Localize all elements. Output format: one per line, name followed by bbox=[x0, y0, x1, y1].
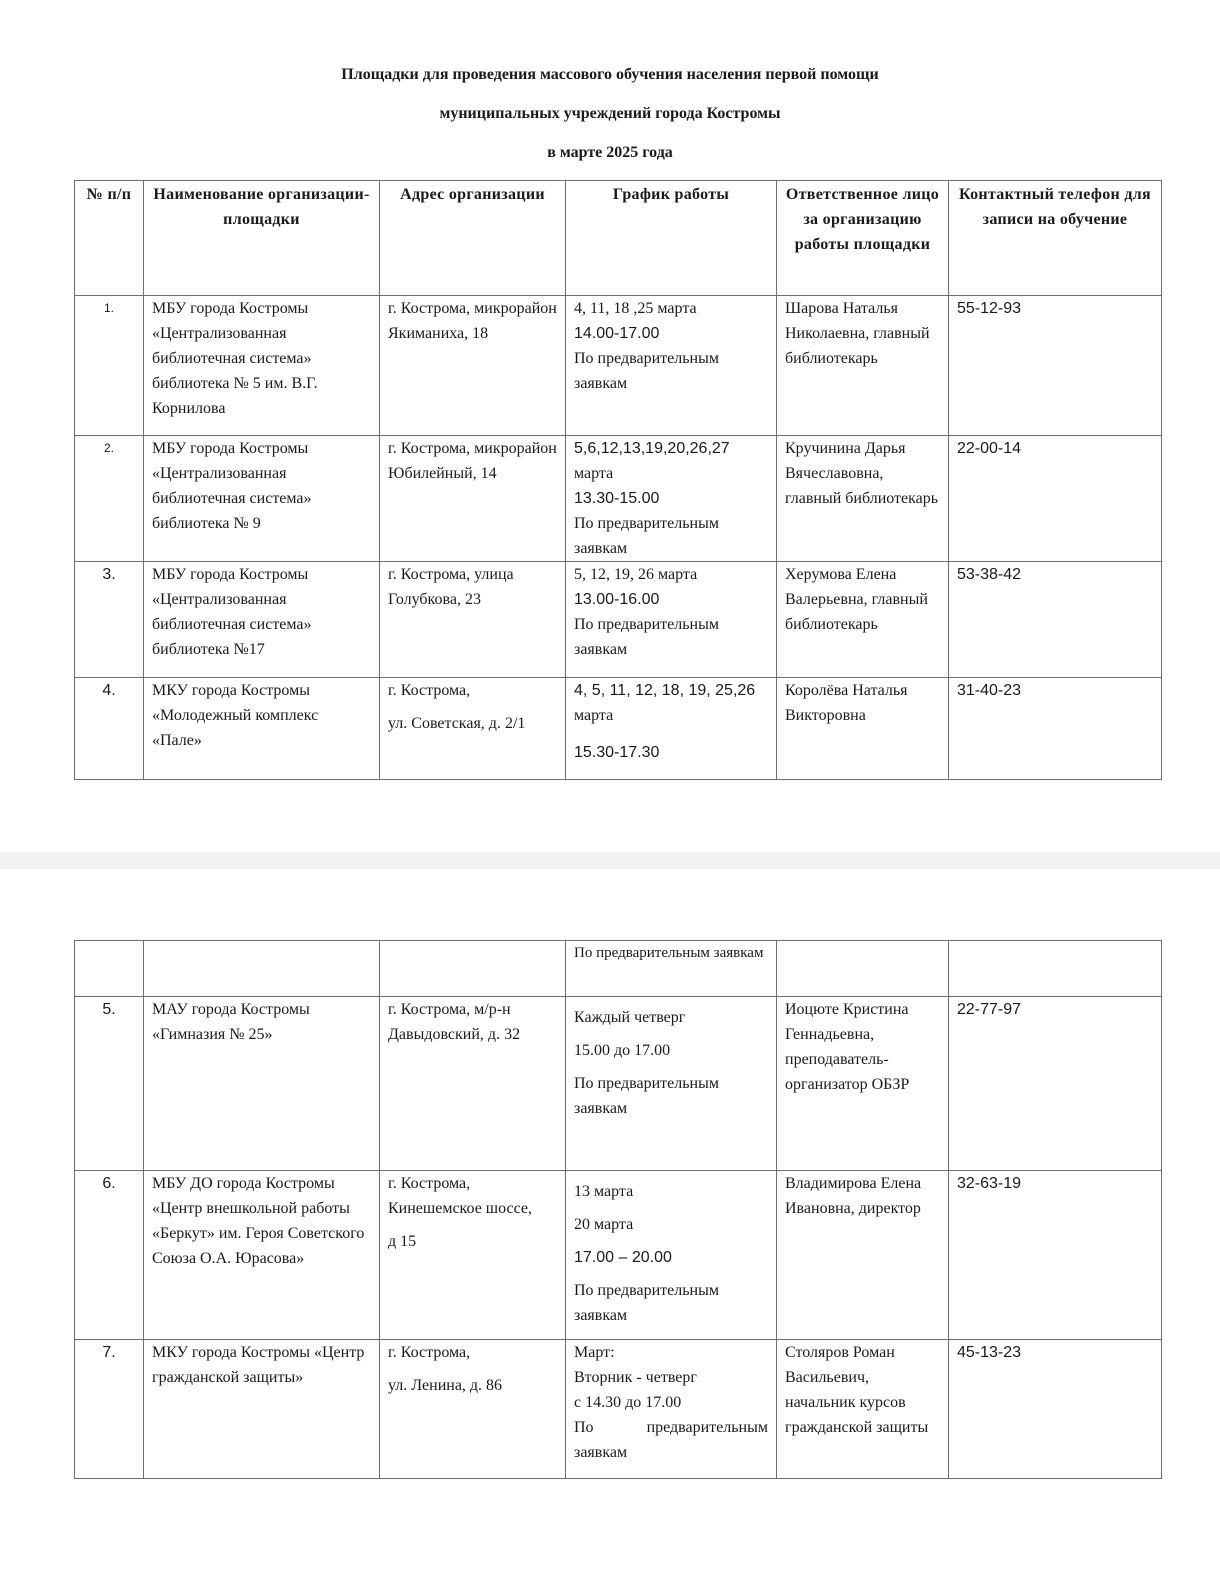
organization-address: г. Кострома, улица Голубкова, 23 bbox=[380, 562, 566, 678]
schedule-note bbox=[574, 1415, 768, 1440]
responsible-person: Королёва Наталья Викторовна bbox=[777, 678, 949, 780]
contact-phone: 22-00-14 bbox=[949, 436, 1162, 562]
schedule-date-2: 20 марта bbox=[574, 1216, 634, 1233]
schedule-dates: 5, 12, 19, 26 марта bbox=[574, 566, 698, 583]
organization-name: МБУ города Костромы «Централизованная библиотечная система» библиотека №17 bbox=[144, 562, 380, 678]
document-title-line-2: муниципальных учреждений города Костромы bbox=[439, 105, 781, 122]
document-title-line-3: в марте 2025 года bbox=[547, 144, 673, 161]
schedule-time: с 14.30 до 17.00 bbox=[574, 1394, 682, 1411]
organization-address: г. Кострома, микрорайон Якиманиха, 18 bbox=[380, 296, 566, 436]
document-title-line-1: Площадки для проведения массового обучения населения первой помощи bbox=[341, 66, 879, 83]
schedule-month: марта bbox=[574, 465, 614, 482]
table-row bbox=[75, 436, 1162, 562]
address-street: ул. Ленина, д. 86 bbox=[388, 1377, 503, 1394]
header-phone: Контактный телефон для записи на обучение bbox=[949, 181, 1162, 296]
schedule-note: По предварительным заявкам bbox=[574, 1075, 719, 1117]
schedule bbox=[566, 562, 777, 678]
row-number: 3. bbox=[75, 562, 144, 678]
schedule-dates: 4, 5, 11, 12, 18, 19, 25,26 bbox=[574, 682, 756, 699]
schedule-date-1: 13 марта bbox=[574, 1183, 634, 1200]
schedule-days: Вторник - четверг bbox=[574, 1369, 697, 1386]
row-number: 7. bbox=[75, 1340, 144, 1479]
schedule-time: 15.00 до 17.00 bbox=[574, 1042, 671, 1059]
responsible-person: Кручинина Дарья Вячеславовна, главный библиотекарь bbox=[777, 436, 949, 562]
organization-name: МАУ города Костромы «Гимназия № 25» bbox=[144, 997, 380, 1171]
address-city: г. Кострома, bbox=[388, 682, 471, 699]
schedule bbox=[566, 296, 777, 436]
table-row bbox=[75, 678, 1162, 780]
organization-address bbox=[380, 1340, 566, 1479]
schedule bbox=[566, 1340, 777, 1479]
table-row bbox=[75, 1340, 1162, 1479]
schedule-dates: Каждый четверг bbox=[574, 1009, 686, 1026]
responsible-person: Владимирова Елена Ивановна, директор bbox=[777, 1171, 949, 1340]
schedule bbox=[566, 1171, 777, 1340]
header-address: Адрес организации bbox=[380, 181, 566, 296]
schedule-month-label: Март: bbox=[574, 1344, 615, 1361]
table-row bbox=[75, 997, 1162, 1171]
schedule bbox=[566, 997, 777, 1171]
page-break bbox=[0, 852, 1220, 869]
row-number: 1. bbox=[75, 296, 144, 436]
schedule-note-end: заявкам bbox=[574, 1444, 628, 1461]
organization-address bbox=[380, 678, 566, 780]
organization-address: г. Кострома, м/р-н Давыдовский, д. 32 bbox=[380, 997, 566, 1171]
contact-phone: 32-63-19 bbox=[949, 1171, 1162, 1340]
organization-name: МБУ города Костромы «Централизованная библиотечная система» библиотека № 5 им. В.Г. Корнилова bbox=[144, 296, 380, 436]
table-row bbox=[75, 296, 1162, 436]
schedule-time: 14.00-17.00 bbox=[574, 325, 660, 342]
schedule-note: По предварительным заявкам bbox=[574, 350, 719, 392]
schedule-note: По предварительным заявкам bbox=[574, 515, 719, 557]
contact-phone: 45-13-23 bbox=[949, 1340, 1162, 1479]
responsible-person: Шарова Наталья Николаевна, главный библиотекарь bbox=[777, 296, 949, 436]
sites-table-part-1 bbox=[74, 180, 1162, 780]
row-number: 5. bbox=[75, 997, 144, 1171]
schedule bbox=[566, 678, 777, 780]
schedule-month: марта bbox=[574, 707, 614, 724]
organization-name: МБУ ДО города Костромы «Центр внешкольной работы «Беркут» им. Героя Советского Союза О.А. Юрасова» bbox=[144, 1171, 380, 1340]
header-schedule: График работы bbox=[566, 181, 777, 296]
table-header-row bbox=[75, 181, 1162, 296]
contact-phone: 55-12-93 bbox=[949, 296, 1162, 436]
schedule-note: По предварительным заявкам bbox=[566, 941, 777, 997]
table-row bbox=[75, 562, 1162, 678]
address-city: г. Кострома, Кинешемское шоссе, bbox=[388, 1175, 533, 1217]
contact-phone: 22-77-97 bbox=[949, 997, 1162, 1171]
row-number: 4. bbox=[75, 678, 144, 780]
schedule-time: 13.30-15.00 bbox=[574, 490, 660, 507]
responsible-person: Херумова Елена Валерьевна, главный библиотекарь bbox=[777, 562, 949, 678]
address-city: г. Кострома, bbox=[388, 1344, 471, 1361]
document-page-2 bbox=[0, 869, 1220, 1571]
address-street: ул. Советская, д. 2/1 bbox=[388, 715, 526, 732]
table-row-continuation bbox=[75, 941, 1162, 997]
contact-phone: 31-40-23 bbox=[949, 678, 1162, 780]
header-responsible: Ответственное лицо за организацию работы площадки bbox=[777, 181, 949, 296]
organization-address: г. Кострома, микрорайон Юбилейный, 14 bbox=[380, 436, 566, 562]
row-number: 2. bbox=[75, 436, 144, 562]
schedule-note: По предварительным заявкам bbox=[574, 1282, 719, 1324]
schedule bbox=[566, 436, 777, 562]
schedule-dates: 4, 11, 18 ,25 марта bbox=[574, 300, 697, 317]
header-num: № п/п bbox=[75, 181, 144, 296]
schedule-note: По предварительным заявкам bbox=[574, 616, 719, 658]
schedule-time: 15.30-17.30 bbox=[574, 744, 660, 761]
row-number: 6. bbox=[75, 1171, 144, 1340]
responsible-person: Иоцюте Кристина Геннадьевна, преподаватель-организатор ОБЗР bbox=[777, 997, 949, 1171]
contact-phone: 53-38-42 bbox=[949, 562, 1162, 678]
organization-name: МКУ города Костромы «Центр гражданской защиты» bbox=[144, 1340, 380, 1479]
schedule-note-word-1: По bbox=[574, 1419, 594, 1436]
schedule-time: 17.00 – 20.00 bbox=[574, 1249, 672, 1266]
table-row bbox=[75, 1171, 1162, 1340]
schedule-note-word-2: предварительным bbox=[646, 1419, 768, 1436]
organization-name: МБУ города Костромы «Централизованная библиотечная система» библиотека № 9 bbox=[144, 436, 380, 562]
header-name: Наименование организации-площадки bbox=[144, 181, 380, 296]
schedule-dates: 5,6,12,13,19,20,26,27 bbox=[574, 440, 730, 457]
organization-name: МКУ города Костромы «Молодежный комплекс «Пале» bbox=[144, 678, 380, 780]
address-street: д 15 bbox=[388, 1233, 417, 1250]
organization-address bbox=[380, 1171, 566, 1340]
schedule-time: 13.00-16.00 bbox=[574, 591, 660, 608]
sites-table-part-2 bbox=[74, 940, 1162, 1479]
responsible-person: Столяров Роман Васильевич, начальник курсов гражданской защиты bbox=[777, 1340, 949, 1479]
